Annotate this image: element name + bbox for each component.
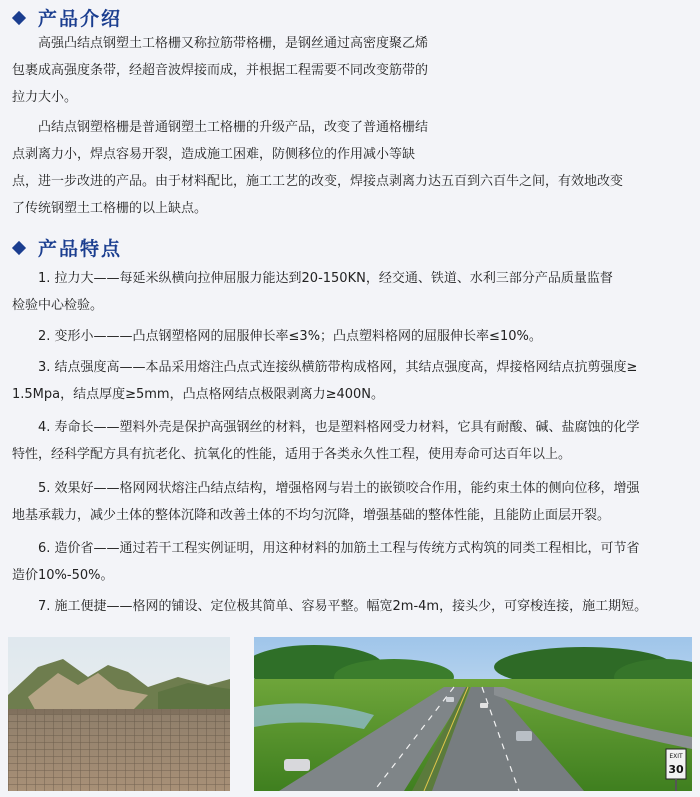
highway-photo [254,637,692,791]
intro-p2-line: 了传统钢塑土工格栅的以上缺点。 [12,201,208,216]
intro-heading [10,4,122,31]
diamond-bullet-icon [12,10,26,24]
feature-line: 造价10%-50%。 [12,568,114,583]
feature-line: 1. 拉力大——每延米纵横向拉伸屈服力能达到20-150KN，经交通、铁道、水利三部分产品质量监督 [38,271,613,286]
feature-item-7 [12,593,690,620]
feature-line: 1.5Mpa，结点厚度≥5mm，凸点格网结点极限剥离力≥400N。 [12,387,385,402]
feature-line: 7. 施工便捷——格网的铺设、定位极其简单、容易平整。幅宽2m-4m，接头少，可穿梭连接，施工期短。 [38,599,648,614]
intro-p2-line: 点剥离力小，焊点容易开裂，造成施工困难，防侧移位的作用减小等缺 [12,147,416,162]
feature-line: 2. 变形小———凸点钢塑格网的屈服伸长率≤3%；凸点塑料格网的屈服伸长率≤10%。 [38,329,542,344]
feature-item-4 [12,414,690,468]
feature-item-3 [12,354,690,408]
intro-paragraph-1 [12,30,690,111]
feature-line: 3. 结点强度高——本品采用熔注凸点式连接纵横筋带构成格网，其结点强度高，焊接格网结点抗剪强度≥ [38,360,638,375]
feature-item-6 [12,535,690,589]
feature-line: 地基承载力，减少土体的整体沉降和改善土体的不均匀沉降，增强基础的整体性能，且能防止面层开裂。 [12,508,611,523]
intro-p2-line: 点，进一步改进的产品。由于材料配比，施工工艺的改变，焊接点剥离力达五百到六百牛之间，有效地改变 [12,174,624,189]
features-heading [10,234,122,261]
intro-p1-line: 拉力大小。 [12,90,78,105]
feature-line: 特性，经科学配方具有抗老化、抗氧化的性能，适用于各类永久性工程，使用寿命可达百年以上。 [12,447,572,462]
exit-sign-value: 30 [668,763,684,776]
feature-item-1 [12,265,690,319]
feature-line: 检验中心检验。 [12,298,104,313]
feature-item-5 [12,475,690,529]
feature-line: 5. 效果好——格网网状熔注凸结点结构，增强格网与岩土的嵌锁咬合作用，能约束土体的侧向位移，增强 [38,481,640,496]
intro-p2-line: 凸结点钢塑格栅是普通钢塑土工格栅的升级产品，改变了普通格栅结 [38,120,429,135]
feature-item-2 [12,323,690,350]
intro-paragraph-2 [12,114,690,222]
intro-p1-line: 包裹成高强度条带，经超音波焊接而成，并根据工程需要不同改变筋带的 [12,63,429,78]
feature-line: 6. 造价省——通过若干工程实例证明，用这种材料的加筋土工程与传统方式构筑的同类工程相比，可节省 [38,541,640,556]
intro-title: 产品介绍 [38,8,123,30]
geogrid-site-photo [8,637,230,791]
feature-line: 4. 寿命长——塑料外壳是保护高强钢丝的材料，也是塑料格网受力材料，它具有耐酸、碱、盐腐蚀的化学 [38,420,640,435]
diamond-bullet-icon [12,240,26,254]
exit-sign-label: EXIT [669,753,683,760]
features-title: 产品特点 [38,238,123,260]
intro-p1-line: 高强凸结点钢塑土工格栅又称拉筋带格栅，是钢丝通过高密度聚乙烯 [38,36,429,51]
